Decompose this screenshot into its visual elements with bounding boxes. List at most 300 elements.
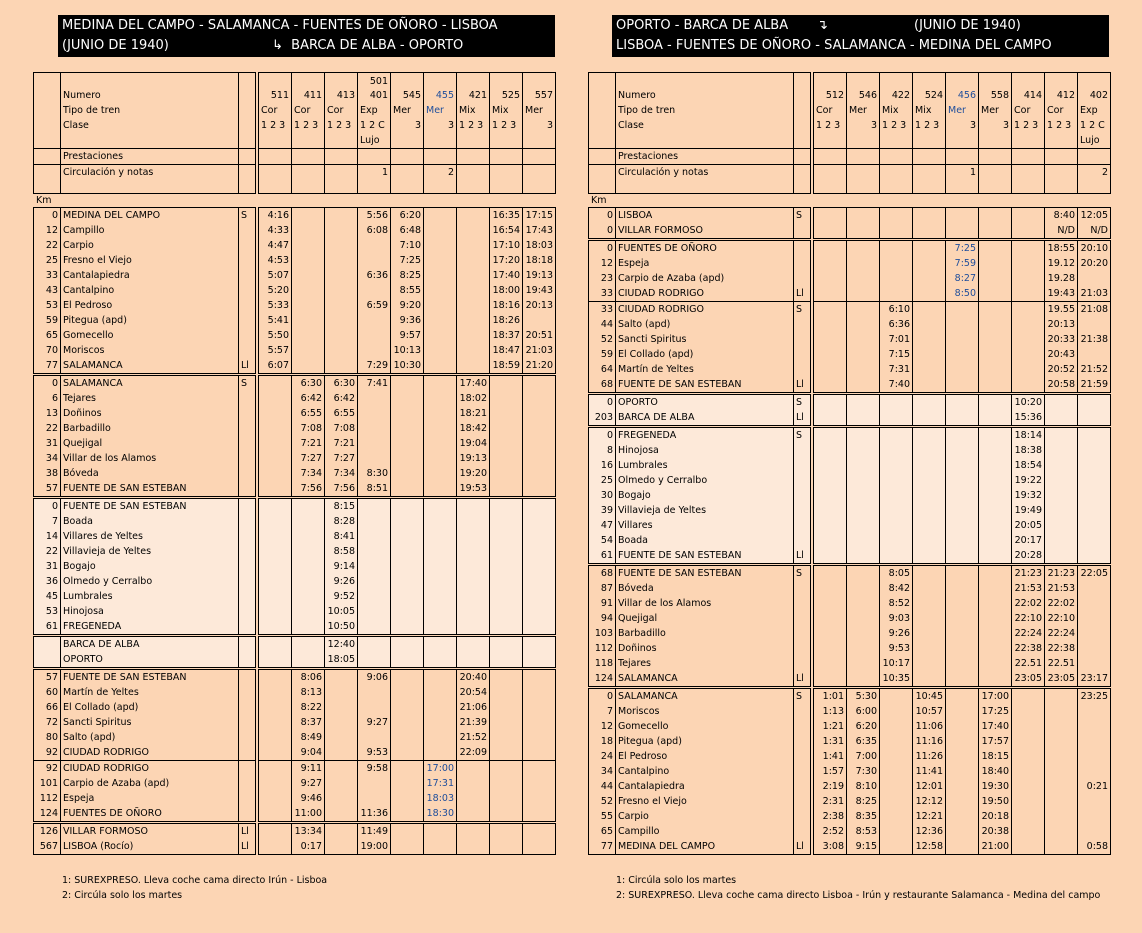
station-flag <box>239 406 256 421</box>
time-cell <box>358 730 391 745</box>
time-cell <box>946 377 979 394</box>
km-value: 91 <box>589 596 616 611</box>
timetable-row <box>589 641 1111 656</box>
header-value <box>1012 165 1045 194</box>
time-cell <box>259 544 292 559</box>
km-value: 112 <box>589 641 616 656</box>
time-cell <box>259 559 292 574</box>
time-cell: 12:40 <box>325 636 358 653</box>
time-cell <box>847 256 880 271</box>
time-cell <box>259 700 292 715</box>
time-cell: 0:21 <box>1078 779 1111 794</box>
time-cell <box>523 700 556 715</box>
time-cell <box>358 313 391 328</box>
time-cell <box>979 518 1012 533</box>
time-cell <box>1078 764 1111 779</box>
timetable-row <box>589 427 1111 444</box>
time-cell <box>325 223 358 238</box>
time-cell <box>979 671 1012 688</box>
time-cell <box>358 619 391 636</box>
km-value <box>34 652 61 669</box>
timetable-row <box>589 394 1111 411</box>
time-cell: 20:43 <box>1045 347 1078 362</box>
time-cell <box>913 443 946 458</box>
station-name: Doñinos <box>616 641 794 656</box>
time-cell: 20:05 <box>1012 518 1045 533</box>
time-cell <box>325 283 358 298</box>
km-value: 8 <box>589 443 616 458</box>
station-flag <box>794 611 811 626</box>
time-cell <box>358 652 391 669</box>
time-cell <box>490 406 523 421</box>
time-cell <box>259 406 292 421</box>
time-cell <box>1045 794 1078 809</box>
time-cell <box>457 652 490 669</box>
timetable-row <box>589 581 1111 596</box>
header-value <box>292 165 325 194</box>
time-cell <box>424 208 457 224</box>
station-name: Fresno el Viejo <box>61 253 239 268</box>
time-cell: 7:29 <box>358 358 391 375</box>
time-cell: 9:53 <box>880 641 913 656</box>
time-cell <box>979 488 1012 503</box>
header-value: 545 <box>391 73 424 104</box>
header-value: 525 <box>490 73 523 104</box>
station-flag <box>794 704 811 719</box>
km-value: 13 <box>34 406 61 421</box>
time-cell <box>457 298 490 313</box>
time-cell <box>814 332 847 347</box>
time-cell: 18:16 <box>490 298 523 313</box>
time-cell: 12:36 <box>913 824 946 839</box>
time-cell: 20:54 <box>457 685 490 700</box>
time-cell <box>979 208 1012 224</box>
time-cell <box>358 791 391 806</box>
time-cell <box>814 656 847 671</box>
time-cell: 7:34 <box>292 466 325 481</box>
km-value: 0 <box>589 394 616 411</box>
time-cell: 6:55 <box>292 406 325 421</box>
time-cell <box>259 776 292 791</box>
time-cell: 22:02 <box>1045 596 1078 611</box>
time-cell: 1:13 <box>814 704 847 719</box>
time-cell <box>391 589 424 604</box>
station-flag <box>794 362 811 377</box>
time-cell <box>847 223 880 240</box>
time-cell <box>847 427 880 444</box>
time-cell <box>1012 286 1045 302</box>
station-flag <box>239 421 256 436</box>
time-cell <box>847 533 880 548</box>
time-cell <box>457 208 490 224</box>
time-cell <box>259 652 292 669</box>
time-cell: 18:47 <box>490 343 523 358</box>
station-flag <box>794 473 811 488</box>
time-cell <box>814 611 847 626</box>
timetable-row <box>34 700 556 715</box>
time-cell <box>1012 362 1045 377</box>
time-cell: 7:08 <box>325 421 358 436</box>
timetable-row <box>34 375 556 392</box>
time-cell: 12:12 <box>913 794 946 809</box>
header-row <box>589 73 1111 104</box>
time-cell: 7:41 <box>358 375 391 392</box>
header-value: Mer <box>523 103 556 118</box>
km-value: 0 <box>34 375 61 392</box>
station-name: Pitegua (apd) <box>61 313 239 328</box>
header-value <box>391 149 424 165</box>
station-flag <box>239 544 256 559</box>
time-cell <box>979 223 1012 240</box>
km-value: 92 <box>34 761 61 777</box>
right-footnote-1: 1: Circúla solo los martes <box>616 875 737 886</box>
km-value: 22 <box>34 421 61 436</box>
time-cell: 7:01 <box>880 332 913 347</box>
time-cell <box>292 283 325 298</box>
time-cell: 18:26 <box>490 313 523 328</box>
time-cell <box>1078 611 1111 626</box>
time-cell: 9:20 <box>391 298 424 313</box>
time-cell <box>391 715 424 730</box>
time-cell <box>913 581 946 596</box>
station-flag: S <box>794 565 811 582</box>
km-cell <box>589 165 616 194</box>
time-cell: 20:58 <box>1045 377 1078 394</box>
time-cell: 18:00 <box>490 283 523 298</box>
header-value: Cor <box>325 103 358 118</box>
header-label: Prestaciones <box>616 149 794 165</box>
timetable-row <box>34 498 556 515</box>
station-name: Lumbrales <box>61 589 239 604</box>
time-cell <box>979 240 1012 257</box>
header-row <box>34 103 556 118</box>
station-flag <box>794 332 811 347</box>
time-cell <box>847 443 880 458</box>
km-value: 60 <box>34 685 61 700</box>
time-cell <box>523 652 556 669</box>
time-cell <box>490 761 523 777</box>
time-cell <box>913 565 946 582</box>
time-cell: 1:41 <box>814 749 847 764</box>
station-name: Barbadillo <box>61 421 239 436</box>
time-cell <box>259 529 292 544</box>
time-cell <box>1078 596 1111 611</box>
time-cell: 22:05 <box>1078 565 1111 582</box>
time-cell <box>457 283 490 298</box>
time-cell <box>490 375 523 392</box>
station-name: Lumbrales <box>616 458 794 473</box>
time-cell <box>424 283 457 298</box>
header-value <box>325 149 358 165</box>
time-cell <box>913 208 946 224</box>
time-cell: 8:13 <box>292 685 325 700</box>
time-cell <box>1045 839 1078 855</box>
time-cell: 9:52 <box>325 589 358 604</box>
time-cell: 23:05 <box>1012 671 1045 688</box>
time-cell <box>946 809 979 824</box>
time-cell <box>946 503 979 518</box>
timetable-row <box>589 839 1111 855</box>
station-name: Carpio de Azaba (apd) <box>616 271 794 286</box>
timetable-row <box>34 358 556 375</box>
time-cell <box>292 652 325 669</box>
station-flag <box>239 283 256 298</box>
time-cell: 3:08 <box>814 839 847 855</box>
time-cell <box>1078 794 1111 809</box>
time-cell: 9:11 <box>292 761 325 777</box>
header-label: Clase <box>616 118 794 133</box>
station-name: FUENTES DE OÑORO <box>61 806 239 823</box>
km-value: 12 <box>589 719 616 734</box>
time-cell <box>259 745 292 761</box>
station-name: Carpio <box>616 809 794 824</box>
time-cell <box>1078 410 1111 427</box>
time-cell <box>358 436 391 451</box>
time-cell: 0:17 <box>292 839 325 855</box>
time-cell <box>523 421 556 436</box>
time-cell <box>490 636 523 653</box>
timetable-row <box>34 776 556 791</box>
station-name: Martín de Yeltes <box>616 362 794 377</box>
time-cell <box>391 839 424 855</box>
station-flag: S <box>794 427 811 444</box>
time-cell <box>490 791 523 806</box>
time-cell <box>946 779 979 794</box>
time-cell <box>979 427 1012 444</box>
header-value: 3 <box>847 118 880 133</box>
timetable-row <box>589 223 1111 240</box>
time-cell <box>391 636 424 653</box>
time-cell: 9:53 <box>358 745 391 761</box>
time-cell <box>457 529 490 544</box>
km-value: 59 <box>34 313 61 328</box>
time-cell <box>490 498 523 515</box>
time-cell <box>457 806 490 823</box>
time-cell <box>1078 548 1111 565</box>
time-cell <box>424 823 457 840</box>
header-value <box>1012 133 1045 149</box>
time-cell <box>979 503 1012 518</box>
time-cell: 7:00 <box>847 749 880 764</box>
time-cell <box>913 548 946 565</box>
time-cell <box>325 791 358 806</box>
header-value: 455 <box>424 73 457 104</box>
time-cell: 0:58 <box>1078 839 1111 855</box>
header-value: Cor <box>292 103 325 118</box>
timetable-row <box>34 559 556 574</box>
station-flag: S <box>794 688 811 705</box>
timetable-row <box>589 671 1111 688</box>
time-cell: 8:50 <box>946 286 979 302</box>
time-cell: 9:58 <box>358 761 391 777</box>
time-cell: 19:30 <box>979 779 1012 794</box>
time-cell <box>946 208 979 224</box>
timetable-row <box>589 779 1111 794</box>
right-title-branch: OPORTO - BARCA DE ALBA <box>616 18 789 33</box>
time-cell: 2:38 <box>814 809 847 824</box>
timetable-row <box>34 761 556 777</box>
time-cell: 7:30 <box>847 764 880 779</box>
km-value: 59 <box>589 347 616 362</box>
time-cell: 20:18 <box>979 809 1012 824</box>
time-cell <box>814 362 847 377</box>
km-value: 0 <box>589 223 616 240</box>
left-header-table <box>33 72 556 194</box>
time-cell <box>325 328 358 343</box>
timetable-row <box>589 611 1111 626</box>
time-cell <box>847 394 880 411</box>
km-value: 30 <box>589 488 616 503</box>
station-name: Salto (apd) <box>61 730 239 745</box>
km-value: 0 <box>589 688 616 705</box>
time-cell <box>490 544 523 559</box>
time-cell <box>946 839 979 855</box>
time-cell <box>391 776 424 791</box>
time-cell <box>946 626 979 641</box>
time-cell <box>358 559 391 574</box>
time-cell <box>424 421 457 436</box>
station-flag <box>794 458 811 473</box>
time-cell: 17:40 <box>490 268 523 283</box>
time-cell: 7:21 <box>325 436 358 451</box>
time-cell <box>1078 488 1111 503</box>
right-title-line2: LISBOA - FUENTES DE OÑORO - SALAMANCA - MEDINA DEL CAMPO <box>616 38 1052 53</box>
time-cell <box>490 806 523 823</box>
header-value <box>880 133 913 149</box>
time-cell: 7:10 <box>391 238 424 253</box>
time-cell: 20:28 <box>1012 548 1045 565</box>
time-cell <box>946 443 979 458</box>
time-cell <box>391 669 424 686</box>
time-cell: 19:43 <box>523 283 556 298</box>
time-cell <box>391 761 424 777</box>
time-cell: 17:43 <box>523 223 556 238</box>
time-cell <box>1078 518 1111 533</box>
time-cell: 21:53 <box>1045 581 1078 596</box>
station-flag <box>239 604 256 619</box>
km-value: 38 <box>34 466 61 481</box>
station-flag <box>794 764 811 779</box>
time-cell <box>814 271 847 286</box>
station-name: Bogajo <box>616 488 794 503</box>
time-cell <box>880 271 913 286</box>
station-name: Bóveda <box>61 466 239 481</box>
time-cell <box>979 443 1012 458</box>
time-cell: 18:05 <box>325 652 358 669</box>
km-value: 44 <box>589 779 616 794</box>
km-value: 65 <box>34 328 61 343</box>
time-cell <box>358 253 391 268</box>
time-cell <box>946 596 979 611</box>
time-cell: 1:21 <box>814 719 847 734</box>
time-cell: 9:14 <box>325 559 358 574</box>
time-cell <box>847 208 880 224</box>
time-cell: 11:00 <box>292 806 325 823</box>
time-cell <box>1012 240 1045 257</box>
time-cell <box>1045 394 1078 411</box>
header-value: 1 2 3 <box>325 118 358 133</box>
station-name: Carpio de Azaba (apd) <box>61 776 239 791</box>
timetable-row <box>589 734 1111 749</box>
km-value: 53 <box>34 298 61 313</box>
time-cell: 7:59 <box>946 256 979 271</box>
time-cell <box>391 481 424 498</box>
time-cell: 5:20 <box>259 283 292 298</box>
header-value: 1 2 3 <box>490 118 523 133</box>
header-value <box>1045 133 1078 149</box>
time-cell <box>946 764 979 779</box>
km-value: 7 <box>34 514 61 529</box>
time-cell <box>847 671 880 688</box>
station-flag <box>239 559 256 574</box>
time-cell <box>292 619 325 636</box>
timetable-row <box>589 410 1111 427</box>
time-cell <box>325 823 358 840</box>
station-flag: S <box>794 394 811 411</box>
flag-cell <box>794 133 811 149</box>
time-cell <box>847 548 880 565</box>
time-cell <box>814 533 847 548</box>
time-cell: 21:23 <box>1045 565 1078 582</box>
station-name: Cantalpino <box>61 283 239 298</box>
time-cell <box>1012 208 1045 224</box>
header-value <box>325 133 358 149</box>
time-cell: 18:42 <box>457 421 490 436</box>
time-cell <box>814 410 847 427</box>
station-name: Villares de Yeltes <box>61 529 239 544</box>
km-value: 203 <box>589 410 616 427</box>
time-cell <box>424 636 457 653</box>
header-label: Tipo de tren <box>616 103 794 118</box>
timetable-row <box>589 824 1111 839</box>
time-cell <box>814 626 847 641</box>
time-cell <box>946 671 979 688</box>
timetable-row <box>34 514 556 529</box>
timetable-row <box>34 791 556 806</box>
timetable-row <box>589 317 1111 332</box>
time-cell <box>457 636 490 653</box>
time-cell <box>946 548 979 565</box>
time-cell: 12:21 <box>913 809 946 824</box>
time-cell <box>292 544 325 559</box>
time-cell: 21:38 <box>1078 332 1111 347</box>
time-cell: 19:04 <box>457 436 490 451</box>
time-cell <box>292 589 325 604</box>
header-label: Clase <box>61 118 239 133</box>
station-flag <box>794 581 811 596</box>
timetable-row <box>34 806 556 823</box>
time-cell <box>946 410 979 427</box>
station-name: FREGENEDA <box>616 427 794 444</box>
station-name: Campillo <box>616 824 794 839</box>
time-cell <box>913 533 946 548</box>
time-cell <box>490 839 523 855</box>
header-value <box>259 165 292 194</box>
station-name: FUENTE DE SAN ESTEBAN <box>61 498 239 515</box>
time-cell <box>325 806 358 823</box>
km-value: 124 <box>34 806 61 823</box>
time-cell <box>325 253 358 268</box>
station-name: FUENTE DE SAN ESTEBAN <box>616 377 794 394</box>
time-cell <box>292 358 325 375</box>
time-cell <box>1012 377 1045 394</box>
right-title-box <box>612 15 1109 57</box>
time-cell: 23:25 <box>1078 688 1111 705</box>
time-cell <box>1078 427 1111 444</box>
time-cell: 19:13 <box>457 451 490 466</box>
station-flag <box>794 656 811 671</box>
km-value: 53 <box>34 604 61 619</box>
